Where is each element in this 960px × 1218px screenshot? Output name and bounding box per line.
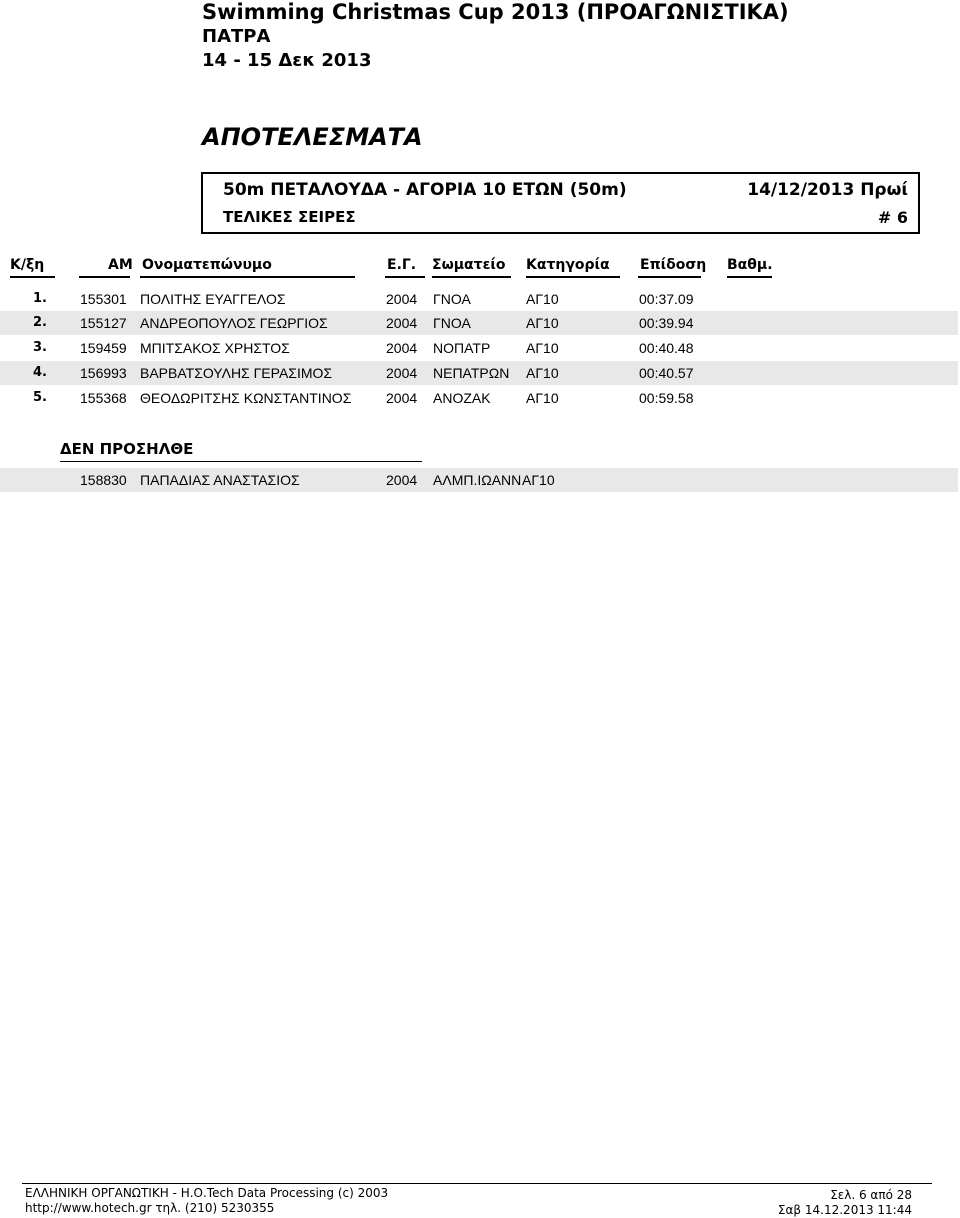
dns-am: 158830 xyxy=(80,472,127,488)
dns-yob: 2004 xyxy=(386,472,418,488)
result-club: ΓΝΟΑ xyxy=(433,291,471,307)
col-underline xyxy=(727,276,772,278)
result-time: 00:37.09 xyxy=(639,291,694,307)
result-yob: 2004 xyxy=(386,315,418,331)
dns-club: ΑΛΜΠ.ΙΩΑΝΝ xyxy=(433,472,522,488)
col-header-rank: Κ/ξη xyxy=(10,257,45,273)
result-time: 00:39.94 xyxy=(639,315,694,331)
col-header-club: Σωματείο xyxy=(432,257,506,273)
result-rank: 1. xyxy=(33,291,47,306)
result-yob: 2004 xyxy=(386,390,418,406)
col-underline xyxy=(526,276,620,278)
col-header-points: Βαθμ. xyxy=(727,257,773,273)
event-name: 50m ΠΕΤΑΛΟΥΔΑ - ΑΓΟΡΙΑ 10 ΕΤΩΝ (50m) xyxy=(223,180,627,200)
dns-category: ΑΓ10 xyxy=(522,472,555,488)
result-time: 00:59.58 xyxy=(639,390,694,406)
col-underline xyxy=(638,276,701,278)
result-row xyxy=(0,287,958,311)
result-am: 155368 xyxy=(80,390,127,406)
result-row xyxy=(0,386,958,410)
col-underline xyxy=(140,276,355,278)
result-am: 155301 xyxy=(80,291,127,307)
footer-company: ΕΛΛΗΝΙΚΗ ΟΡΓΑΝΩΤΙΚΗ - Η.Ο.Tech Data Processing (c) 2003 xyxy=(25,1186,389,1200)
event-heat: ΤΕΛΙΚΕΣ ΣΕΙΡΕΣ xyxy=(223,208,356,226)
meet-dates: 14 - 15 Δεκ 2013 xyxy=(202,50,372,71)
dns-section-title: ΔΕΝ ΠΡΟΣΗΛΘΕ xyxy=(60,440,194,458)
result-category: ΑΓ10 xyxy=(526,291,559,307)
col-header-am: ΑΜ xyxy=(108,257,133,273)
col-header-yob: Ε.Γ. xyxy=(387,257,417,273)
result-row xyxy=(0,311,958,335)
footer-divider xyxy=(22,1183,932,1184)
result-rank: 3. xyxy=(33,340,47,355)
footer-timestamp: Σαβ 14.12.2013 11:44 xyxy=(777,1203,912,1217)
result-time: 00:40.57 xyxy=(639,365,694,381)
event-number: # 6 xyxy=(877,208,908,227)
meet-title: Swimming Christmas Cup 2013 (ΠΡΟΑΓΩΝΙΣΤΙΚΑ) xyxy=(202,0,789,24)
result-am: 156993 xyxy=(80,365,127,381)
result-club: ΝΟΠΑΤΡ xyxy=(433,340,491,356)
result-name: ΠΟΛΙΤΗΣ ΕΥΑΓΓΕΛΟΣ xyxy=(140,291,286,307)
result-club: ΑΝΟΖΑΚ xyxy=(433,390,491,406)
event-date: 14/12/2013 Πρωί xyxy=(747,180,908,200)
result-club: ΓΝΟΑ xyxy=(433,315,471,331)
result-club: ΝΕΠΑΤΡΩΝ xyxy=(433,365,510,381)
meet-city: ΠΑΤΡΑ xyxy=(202,26,271,47)
col-header-name: Ονοματεπώνυμο xyxy=(142,257,272,273)
result-name: ΑΝΔΡΕΟΠΟΥΛΟΣ ΓΕΩΡΓΙΟΣ xyxy=(140,315,328,331)
result-rank: 5. xyxy=(33,390,47,405)
dns-name: ΠΑΠΑΔΙΑΣ ΑΝΑΣΤΑΣΙΟΣ xyxy=(140,472,300,488)
result-time: 00:40.48 xyxy=(639,340,694,356)
result-row xyxy=(0,336,958,360)
col-underline xyxy=(432,276,511,278)
result-category: ΑΓ10 xyxy=(526,390,559,406)
dns-underline xyxy=(60,461,422,462)
event-box xyxy=(201,172,920,234)
col-header-category: Κατηγορία xyxy=(526,257,610,273)
result-yob: 2004 xyxy=(386,340,418,356)
result-category: ΑΓ10 xyxy=(526,315,559,331)
result-category: ΑΓ10 xyxy=(526,365,559,381)
dns-row xyxy=(0,468,958,492)
col-underline xyxy=(385,276,425,278)
results-title: ΑΠΟΤΕΛΕΣΜΑΤΑ xyxy=(202,123,423,151)
result-rank: 2. xyxy=(33,315,47,330)
footer-page-number: Σελ. 6 από 28 xyxy=(830,1188,912,1202)
footer-contact: http://www.hotech.gr τηλ. (210) 5230355 xyxy=(25,1201,275,1215)
result-yob: 2004 xyxy=(386,365,418,381)
result-category: ΑΓ10 xyxy=(526,340,559,356)
result-am: 159459 xyxy=(80,340,127,356)
result-yob: 2004 xyxy=(386,291,418,307)
col-underline xyxy=(79,276,130,278)
result-name: ΘΕΟΔΩΡΙΤΣΗΣ ΚΩΝΣΤΑΝΤΙΝΟΣ xyxy=(140,390,352,406)
col-header-time: Επίδοση xyxy=(640,257,707,273)
col-underline xyxy=(10,276,55,278)
result-rank: 4. xyxy=(33,365,47,380)
result-row xyxy=(0,361,958,385)
result-name: ΜΠΙΤΣΑΚΟΣ ΧΡΗΣΤΟΣ xyxy=(140,340,290,356)
result-am: 155127 xyxy=(80,315,127,331)
result-name: ΒΑΡΒΑΤΣΟΥΛΗΣ ΓΕΡΑΣΙΜΟΣ xyxy=(140,365,333,381)
